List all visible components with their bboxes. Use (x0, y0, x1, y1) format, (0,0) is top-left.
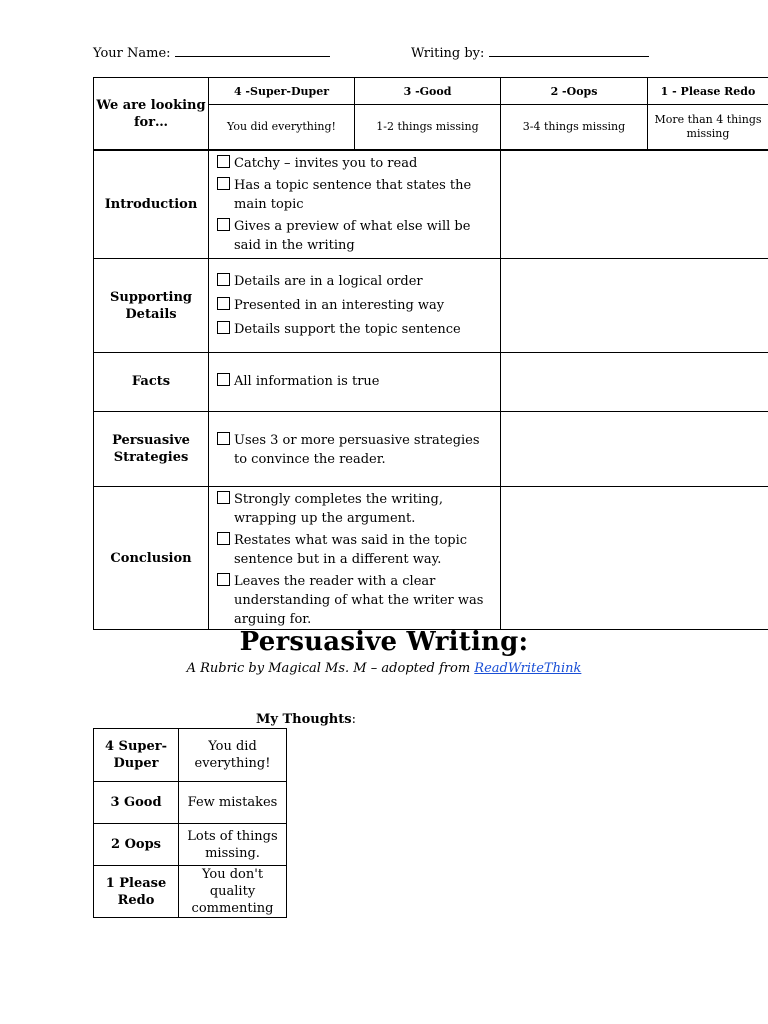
subtitle-text: A Rubric by Magical Ms. M – adopted from (186, 661, 475, 676)
criterion-item (217, 490, 496, 528)
rubric-row-supporting-details (94, 259, 768, 353)
criterion-text: Presented in an interesting way (234, 298, 445, 313)
category-supporting-details: Supporting Details (94, 259, 209, 353)
checkbox[interactable] (217, 273, 230, 286)
legend-desc: You don't quality commenting (179, 866, 287, 918)
score-cell-facts[interactable] (501, 353, 768, 412)
legend-row (94, 866, 287, 918)
criterion-item (217, 372, 496, 391)
my-thoughts-heading (256, 712, 356, 727)
checkbox[interactable] (217, 297, 230, 310)
legend-key: 3 Good (94, 782, 179, 824)
level-3-header: 3 -Good (355, 78, 501, 105)
checkbox[interactable] (217, 155, 230, 168)
level-1-header: 1 - Please Redo (648, 78, 768, 105)
level-4-desc: You did everything! (209, 105, 355, 151)
rubric-level-row (94, 78, 768, 105)
legend-desc: You did everything! (179, 729, 287, 782)
checkbox[interactable] (217, 321, 230, 334)
legend-row (94, 782, 287, 824)
criterion-text: Details support the topic sentence (234, 322, 461, 337)
level-2-desc: 3-4 things missing (501, 105, 648, 151)
criterion-text: Uses 3 or more persuasive strategies to convince the reader. (234, 433, 480, 467)
criterion-text: Catchy – invites you to read (234, 156, 418, 171)
criterion-text: Leaves the reader with a clear understanding of what the writer was arguing for. (234, 574, 484, 627)
rubric-row-conclusion (94, 487, 768, 630)
legend-row (94, 729, 287, 782)
name-blank-line[interactable] (175, 44, 330, 57)
readwritethink-link[interactable]: ReadWriteThink (474, 661, 582, 676)
score-cell-persuasive-strategies[interactable] (501, 412, 768, 487)
checkbox[interactable] (217, 373, 230, 386)
criteria-persuasive-strategies (209, 412, 501, 487)
level-3-desc: 1-2 things missing (355, 105, 501, 151)
criterion-item (217, 296, 496, 315)
legend-key: 4 Super-Duper (94, 729, 179, 782)
category-facts: Facts (94, 353, 209, 412)
category-persuasive-strategies: Persuasive Strategies (94, 412, 209, 487)
checkbox[interactable] (217, 573, 230, 586)
criterion-text: Strongly completes the writing, wrapping up the argument. (234, 492, 443, 526)
rubric-row-facts (94, 353, 768, 412)
my-thoughts-colon: : (351, 712, 356, 727)
level-4-header: 4 -Super-Duper (209, 78, 355, 105)
writing-by-label: Writing by: (411, 46, 485, 61)
looking-for-cell: We are looking for… (94, 78, 209, 151)
criterion-item (217, 176, 496, 214)
legend-key: 2 Oops (94, 824, 179, 866)
criterion-text: Details are in a logical order (234, 274, 423, 289)
criterion-item (217, 320, 496, 339)
criterion-item (217, 431, 496, 469)
my-thoughts-label: My Thoughts (256, 712, 352, 727)
checkbox[interactable] (217, 177, 230, 190)
page-subtitle (0, 661, 768, 676)
checkbox[interactable] (217, 432, 230, 445)
legend-desc: Few mistakes (179, 782, 287, 824)
checkbox[interactable] (217, 532, 230, 545)
checkbox[interactable] (217, 218, 230, 231)
criterion-item (217, 572, 496, 629)
page-title: Persuasive Writing: (239, 627, 529, 657)
category-conclusion: Conclusion (94, 487, 209, 630)
legend-desc: Lots of things missing. (179, 824, 287, 866)
criteria-conclusion (209, 487, 501, 630)
writing-by-blank-line[interactable] (489, 44, 649, 57)
criteria-introduction (209, 150, 501, 259)
writing-by-field-row (411, 44, 649, 61)
criterion-item (217, 154, 496, 173)
criteria-supporting-details (209, 259, 501, 353)
name-label: Your Name: (93, 46, 171, 61)
score-cell-conclusion[interactable] (501, 487, 768, 630)
criterion-item (217, 217, 496, 255)
score-legend-table (93, 728, 287, 918)
criterion-text: All information is true (234, 374, 380, 389)
level-1-desc: More than 4 things missing (648, 105, 768, 151)
checkbox[interactable] (217, 491, 230, 504)
criterion-item (217, 531, 496, 569)
rubric-row-persuasive-strategies (94, 412, 768, 487)
legend-row (94, 824, 287, 866)
name-field-row (93, 44, 330, 61)
rubric-table (93, 77, 768, 630)
criterion-item (217, 272, 496, 291)
rubric-row-introduction (94, 150, 768, 259)
criterion-text: Gives a preview of what else will be said in the writing (234, 219, 471, 253)
legend-key: 1 Please Redo (94, 866, 179, 918)
criterion-text: Has a topic sentence that states the main topic (234, 178, 472, 212)
criteria-facts (209, 353, 501, 412)
score-cell-supporting-details[interactable] (501, 259, 768, 353)
category-introduction: Introduction (94, 150, 209, 259)
score-cell-introduction[interactable] (501, 150, 768, 259)
level-2-header: 2 -Oops (501, 78, 648, 105)
criterion-text: Restates what was said in the topic sentence but in a different way. (234, 533, 468, 567)
